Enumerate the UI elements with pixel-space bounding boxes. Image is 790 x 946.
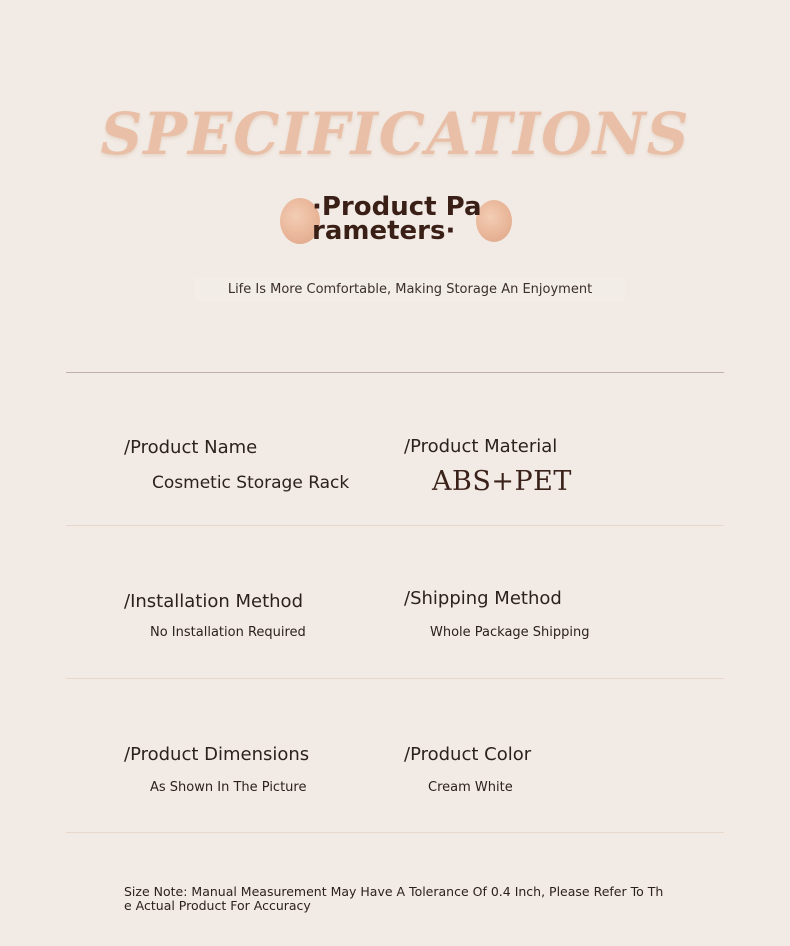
installation-method-value: No Installation Required xyxy=(150,625,306,640)
shipping-method-label: /Shipping Method xyxy=(404,588,562,609)
installation-method-label: /Installation Method xyxy=(124,591,303,612)
page-title: SPECIFICATIONS xyxy=(100,100,690,168)
tagline: Life Is More Comfortable, Making Storage An Enjoyment xyxy=(195,278,625,301)
divider xyxy=(66,372,724,373)
divider xyxy=(66,678,724,679)
size-note: Size Note: Manual Measurement May Have A Tolerance Of 0.4 Inch, Please Refer To The Actual Product For Accuracy xyxy=(124,884,664,913)
divider xyxy=(66,832,724,833)
product-dimensions-value: As Shown In The Picture xyxy=(150,780,307,795)
product-dimensions-label: /Product Dimensions xyxy=(124,744,310,765)
section-subtitle: ·Product Parameters· xyxy=(312,192,482,246)
divider xyxy=(66,525,724,526)
product-material-value: ABS+PET xyxy=(432,466,572,497)
product-name-value: Cosmetic Storage Rack xyxy=(152,473,350,493)
product-color-value: Cream White xyxy=(428,780,513,795)
shipping-method-value: Whole Package Shipping xyxy=(430,625,590,640)
product-color-label: /Product Color xyxy=(404,744,532,765)
product-material-label: /Product Material xyxy=(404,436,558,457)
product-name-label: /Product Name xyxy=(124,437,258,458)
